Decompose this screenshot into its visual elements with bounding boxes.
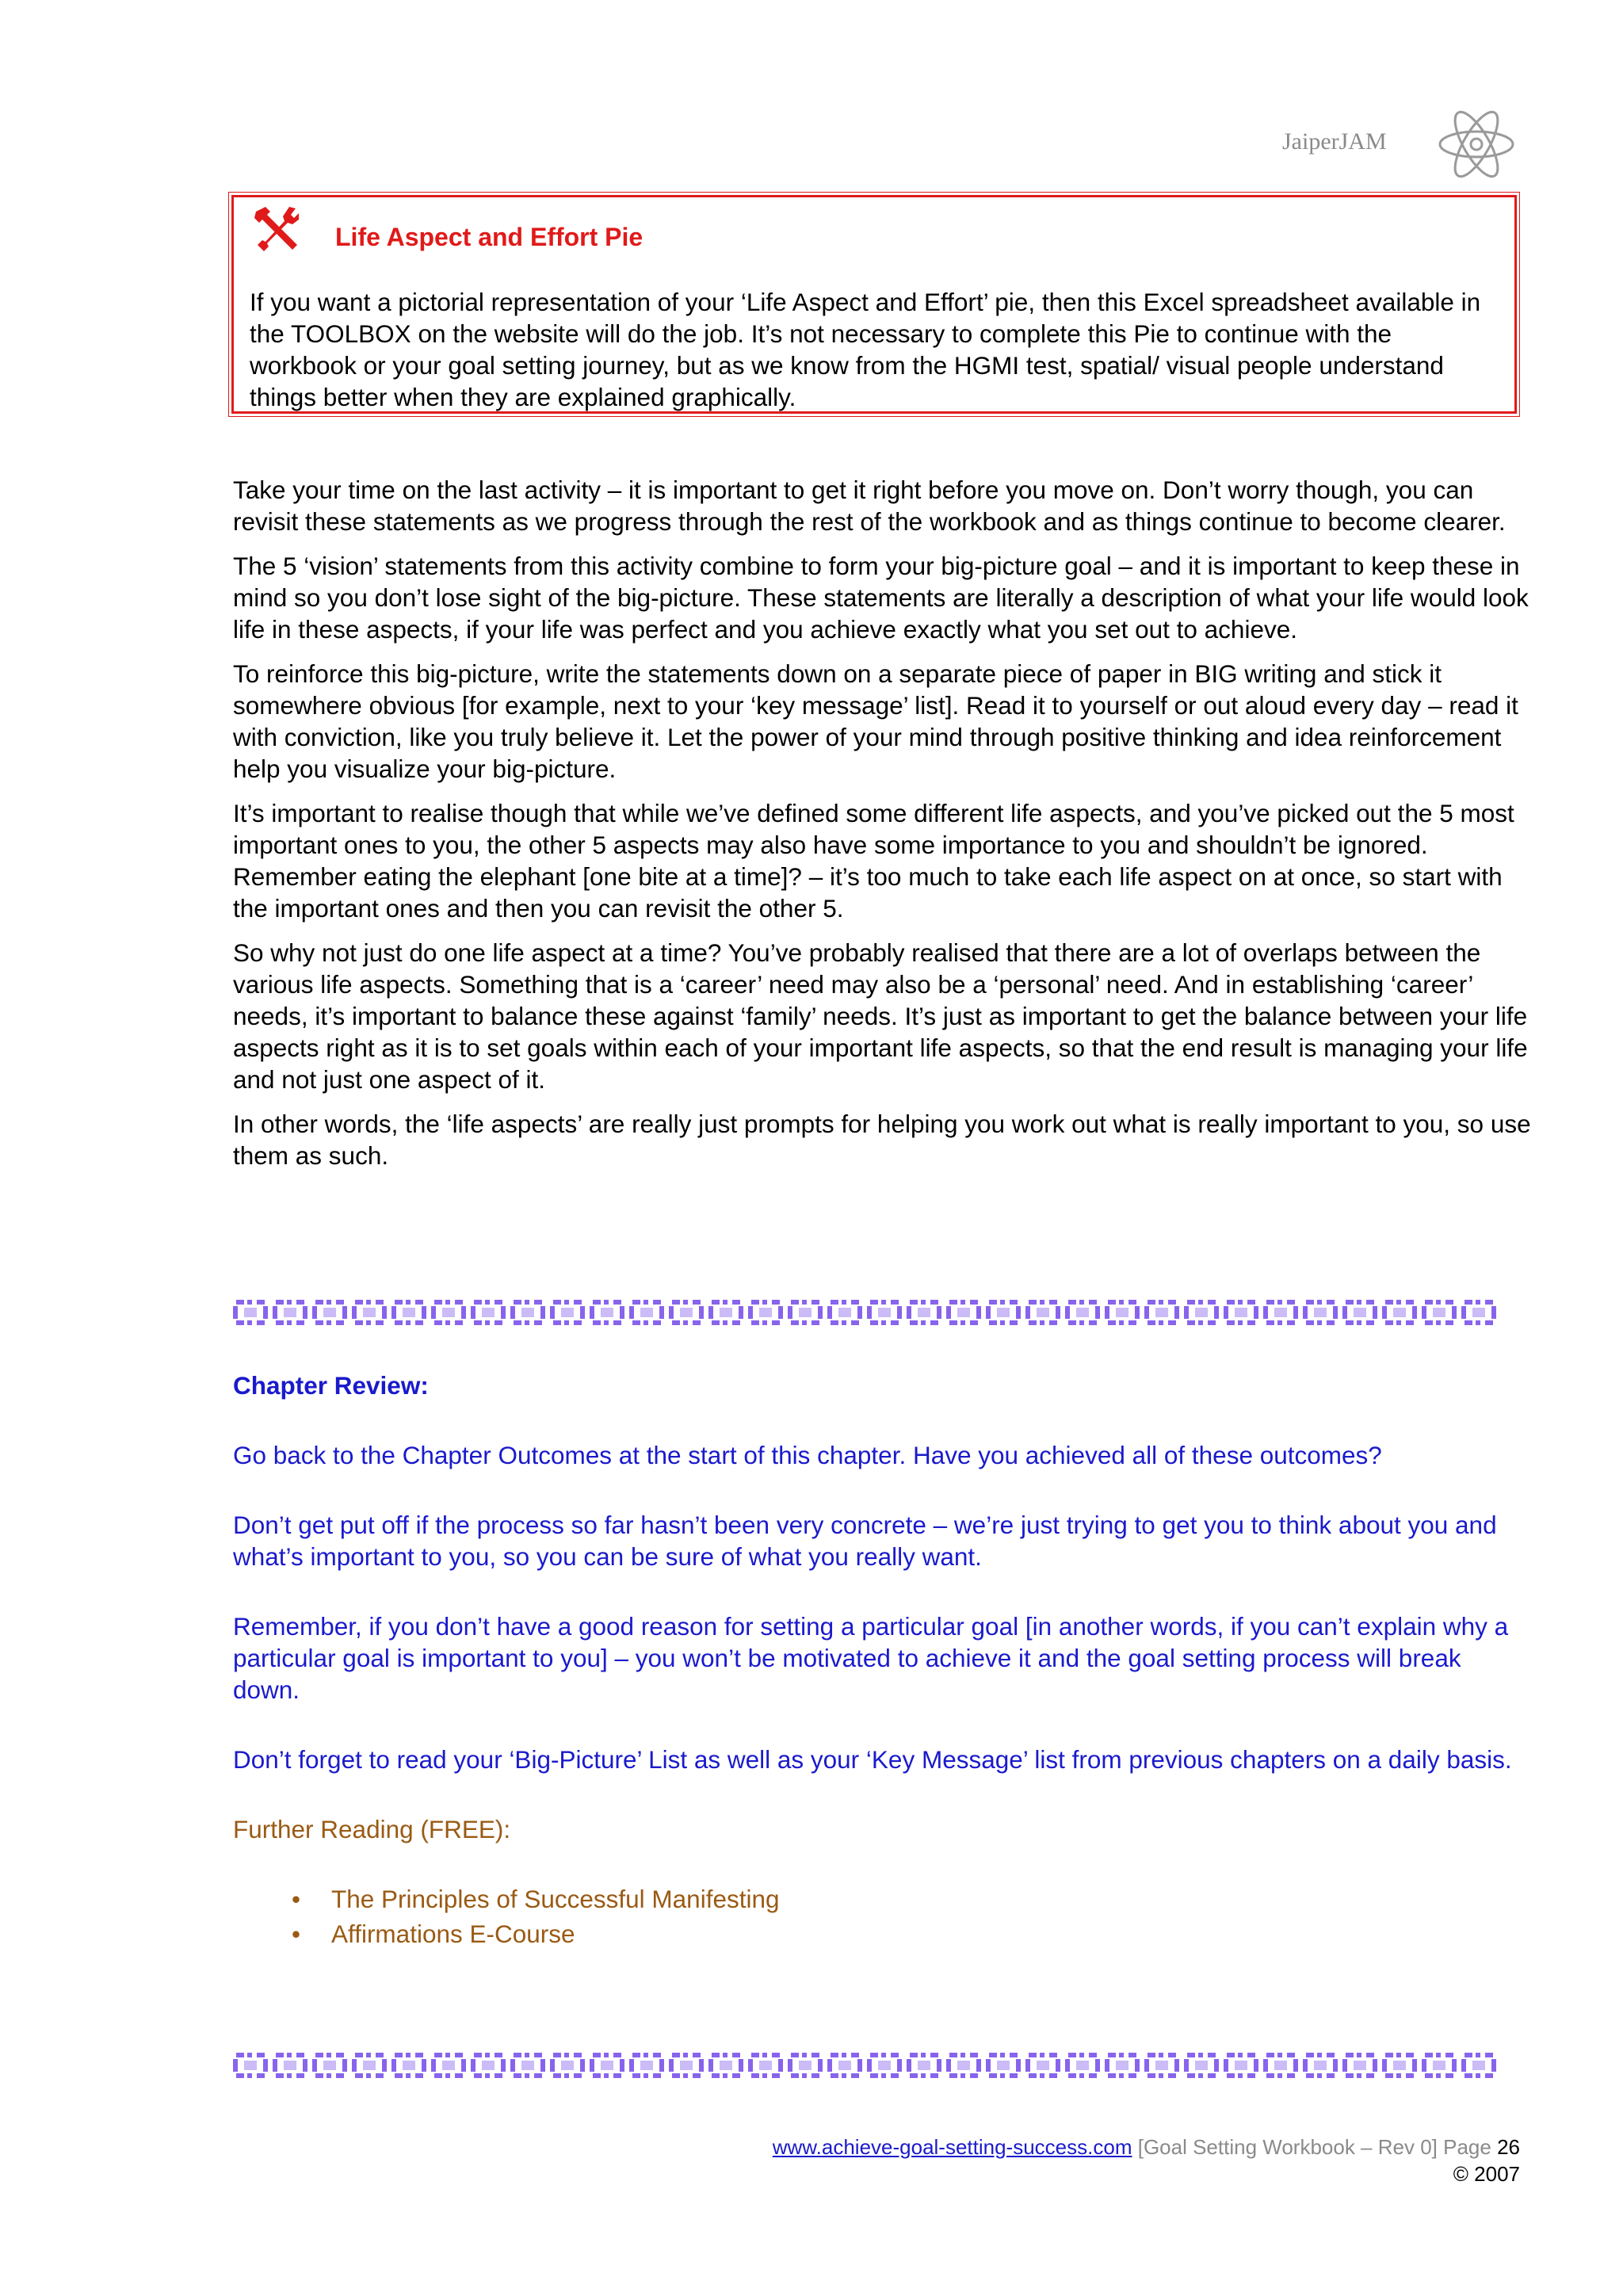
divider-motif bbox=[827, 2053, 862, 2078]
divider-motif bbox=[352, 2053, 387, 2078]
divider-motif bbox=[907, 1300, 941, 1325]
divider-motif bbox=[1461, 2053, 1496, 2078]
divider-motif bbox=[629, 2053, 664, 2078]
divider-motif bbox=[590, 2053, 624, 2078]
divider-motif bbox=[352, 1300, 387, 1325]
reading-item[interactable] bbox=[233, 1883, 1533, 1918]
doc-info: [Goal Setting Workbook – Rev 0] bbox=[1137, 2135, 1438, 2159]
divider-motif bbox=[1105, 1300, 1140, 1325]
divider-motif bbox=[629, 1300, 664, 1325]
body-text bbox=[233, 474, 1533, 1184]
bullet-icon: • bbox=[292, 1885, 301, 1913]
review-paragraph: Don’t get put off if the process so far hasn’t been very concrete – we’re just trying to get you to think about you and what’s important to you, so you can be sure of what you really want. bbox=[233, 1511, 1497, 1571]
divider-motif bbox=[827, 1300, 862, 1325]
divider-motif bbox=[986, 2053, 1021, 2078]
header-logo bbox=[1282, 105, 1520, 184]
divider-motif bbox=[431, 2053, 466, 2078]
divider-motif bbox=[1025, 2053, 1060, 2078]
further-reading-list bbox=[233, 1883, 1533, 1953]
body-paragraph: It’s important to realise though that while we’ve defined some different life aspects, and you’ve picked out the 5 most important ones to you, the other 5 aspects may also have some importance to you and shouldn’t be ignored. Remember eating the elephant [one bite at a time]? – it’s too much to take each life aspect on at once, so start with the important ones and then you can revisit the other 5. bbox=[233, 799, 1514, 923]
review-paragraph: Don’t forget to read your ‘Big-Picture’ List as well as your ‘Key Message’ list from previous chapters on a daily basis. bbox=[233, 1745, 1512, 1774]
body-paragraph: To reinforce this big-picture, write the statements down on a separate piece of paper in BIG writing and stick it somewhere obvious [for example, next to your ‘key message’ list]. Read it to yourself or out aloud every day – read it with conviction, like you truly believe it. Let the power of your mind through positive thinking and idea reinforcement help you visualize your big-picture. bbox=[233, 659, 1518, 783]
divider-motif bbox=[867, 2053, 902, 2078]
chapter-review bbox=[233, 1370, 1533, 1953]
divider-motif bbox=[391, 2053, 426, 2078]
divider-motif bbox=[1303, 2053, 1338, 2078]
chapter-review-heading: Chapter Review: bbox=[233, 1371, 429, 1400]
divider-motif bbox=[1184, 1300, 1219, 1325]
divider-motif bbox=[1303, 1300, 1338, 1325]
divider-motif bbox=[471, 1300, 506, 1325]
divider-motif bbox=[312, 1300, 347, 1325]
divider-motif bbox=[748, 1300, 783, 1325]
divider-motif bbox=[788, 1300, 823, 1325]
divider-motif bbox=[550, 1300, 585, 1325]
divider-motif bbox=[1184, 2053, 1219, 2078]
reading-item-label: Affirmations E-Course bbox=[331, 1920, 575, 1948]
logo-text: JaiperJAM bbox=[1282, 128, 1387, 155]
divider-motif bbox=[312, 2053, 347, 2078]
divider-motif bbox=[946, 1300, 981, 1325]
body-paragraph: The 5 ‘vision’ statements from this activity combine to form your big-picture goal – and it is important to keep these in mind so you don’t lose sight of the big-picture. These statements are literally a description of what your life would look life in these aspects, if your life was perfect and you achieve exactly what you set out to achieve. bbox=[233, 552, 1529, 644]
website-link[interactable]: www.achieve-goal-setting-success.com bbox=[772, 2135, 1132, 2159]
toolbox-callout bbox=[231, 195, 1517, 414]
copyright: © 2007 bbox=[1453, 2162, 1520, 2186]
divider-motif bbox=[986, 1300, 1021, 1325]
divider-motif bbox=[708, 1300, 743, 1325]
reading-item[interactable] bbox=[233, 1918, 1533, 1953]
footer-line bbox=[773, 2134, 1520, 2160]
divider-motif bbox=[1342, 2053, 1377, 2078]
divider-motif bbox=[1224, 1300, 1258, 1325]
divider-motif bbox=[1382, 1300, 1417, 1325]
body-paragraph: Take your time on the last activity – it is important to get it right before you move on. Don’t worry though, you can revisit these statements as we progress through the rest of the workbook and as things continue to become clearer. bbox=[233, 476, 1506, 536]
divider-motif bbox=[907, 2053, 941, 2078]
divider-motif bbox=[590, 1300, 624, 1325]
divider-motif bbox=[867, 1300, 902, 1325]
decorative-divider bbox=[233, 2048, 1518, 2083]
reading-item-label: The Principles of Successful Manifesting bbox=[331, 1885, 780, 1913]
divider-motif bbox=[708, 2053, 743, 2078]
divider-motif bbox=[510, 2053, 545, 2078]
divider-motif bbox=[1224, 2053, 1258, 2078]
divider-motif bbox=[1105, 2053, 1140, 2078]
review-paragraph: Remember, if you don’t have a good reason for setting a particular goal [in another words, if you can’t explain why a particular goal is important to you] – you won’t be motivated to achieve it and the goal setting process will break down. bbox=[233, 1612, 1509, 1704]
page-footer bbox=[773, 2134, 1520, 2187]
divider-motif bbox=[669, 1300, 704, 1325]
decorative-divider bbox=[233, 1295, 1518, 1330]
review-paragraph: Go back to the Chapter Outcomes at the start of this chapter. Have you achieved all of these outcomes? bbox=[233, 1441, 1382, 1469]
divider-motif bbox=[669, 2053, 704, 2078]
divider-motif bbox=[946, 2053, 981, 2078]
divider-motif bbox=[1263, 2053, 1298, 2078]
divider-motif bbox=[391, 1300, 426, 1325]
divider-motif bbox=[1025, 1300, 1060, 1325]
divider-motif bbox=[788, 2053, 823, 2078]
divider-motif bbox=[1144, 2053, 1179, 2078]
divider-motif bbox=[273, 1300, 307, 1325]
divider-motif bbox=[1065, 1300, 1100, 1325]
further-reading-heading: Further Reading (FREE): bbox=[233, 1815, 511, 1843]
divider-motif bbox=[748, 2053, 783, 2078]
divider-motif bbox=[471, 2053, 506, 2078]
bullet-icon: • bbox=[292, 1920, 301, 1948]
divider-motif bbox=[233, 2053, 268, 2078]
divider-motif bbox=[510, 1300, 545, 1325]
toolbox-title: Life Aspect and Effort Pie bbox=[335, 223, 643, 251]
divider-motif bbox=[273, 2053, 307, 2078]
divider-motif bbox=[1263, 1300, 1298, 1325]
divider-motif bbox=[1144, 1300, 1179, 1325]
atom-logo-icon bbox=[1433, 105, 1520, 184]
body-paragraph: So why not just do one life aspect at a time? You’ve probably realised that there are a lot of overlaps between the various life aspects. Something that is a ‘career’ need may also be a ‘personal’ need. And in establishing ‘career’ needs, it’s important to balance these against ‘family’ needs. It’s just as important to get the balance between your life aspects right as it is to set goals within each of your important life aspects, so that the end result is managing your life and not just one aspect of it. bbox=[233, 938, 1528, 1094]
toolbox-text: If you want a pictorial representation of your ‘Life Aspect and Effort’ pie, then this Excel spreadsheet available in the TOOLBOX on the website will do the job. It’s not necessary to complete this Pie to continue with the workbook or your goal setting journey, but as we know from the HGMI test, spatial/ visual people understand things better when they are explained graphically. bbox=[250, 288, 1481, 411]
page-label: Page bbox=[1443, 2135, 1491, 2159]
divider-motif bbox=[1461, 1300, 1496, 1325]
divider-motif bbox=[1342, 1300, 1377, 1325]
divider-motif bbox=[233, 1300, 268, 1325]
page-number: 26 bbox=[1497, 2135, 1520, 2159]
tools-icon bbox=[251, 204, 300, 253]
divider-motif bbox=[1422, 2053, 1457, 2078]
divider-motif bbox=[1382, 2053, 1417, 2078]
body-paragraph: In other words, the ‘life aspects’ are really just prompts for helping you work out what is really important to you, so use them as such. bbox=[233, 1110, 1531, 1170]
divider-motif bbox=[1422, 1300, 1457, 1325]
divider-motif bbox=[1065, 2053, 1100, 2078]
divider-motif bbox=[550, 2053, 585, 2078]
divider-motif bbox=[431, 1300, 466, 1325]
